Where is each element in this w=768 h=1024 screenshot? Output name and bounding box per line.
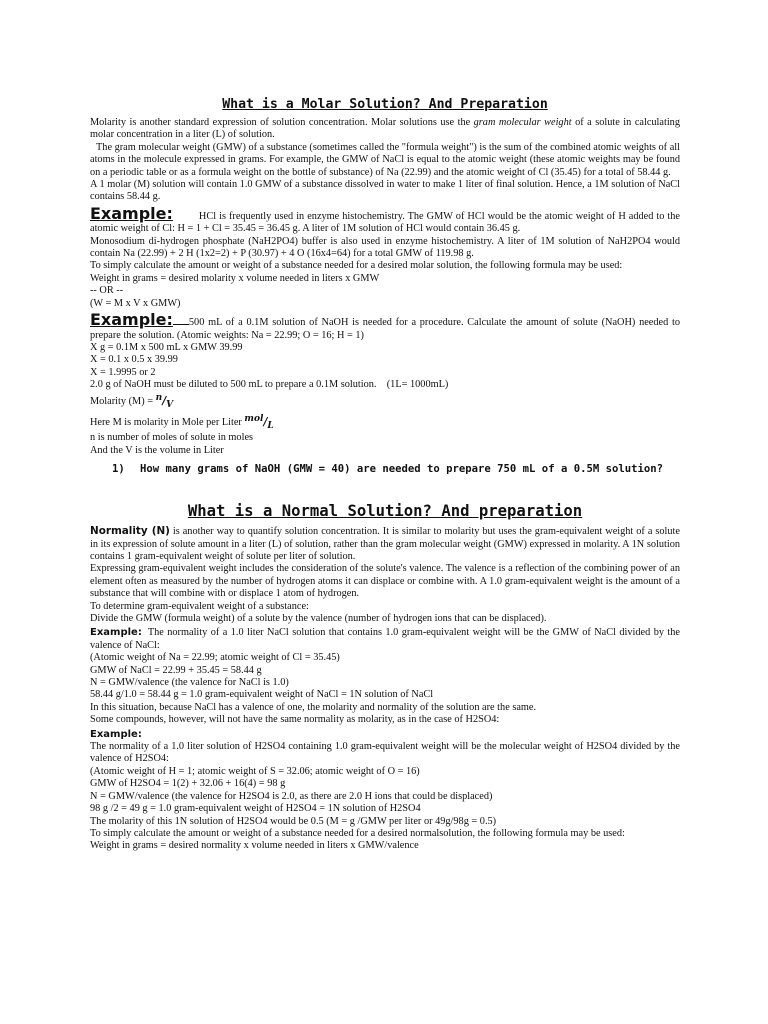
calc-line-1: X g = 0.1M x 500 mL x GMW 39.99 [90,341,243,353]
molarity-formula-line [90,392,680,411]
example-label: Example: [90,203,173,223]
formula-intro-paragraph: To simply calculate the amount or weight of a substance needed for a desired molar solution, the following formula may be used: [90,260,623,272]
question-1 [90,461,680,477]
normality-intro-text: is another way to quantify solution concentration. It is similar to molarity but uses the gram-equivalent weight of a solute in its expression of solute amount in a liter (L) of solution, rather than the gram molecular weight (GMW) expressed in molarity. A 1N solution contains 1 gram-equivalent weight of solute per liter of solution. [90,526,680,562]
molarity-intro-text-a: Molarity is another standard expression of solution concentration. Molar solutions use the [90,117,474,128]
nah2po4-paragraph: Monosodium di-hydrogen phosphate (NaH2PO4) buffer is also used in enzyme histochemistry. A liter of 1M solution of NaH2PO4 would contain Na (22.99) + 2 H (1x2=2) + P (30.97) + 4 O (16x4=64) for a total GMW of 119.98 g. [90,235,680,260]
h2so4-line-1: (Atomic weight of H = 1; atomic weight of S = 32.06; atomic weight of O = 16) [90,765,420,777]
example-hcl-paragraph [90,203,680,236]
calc-line-4: 2.0 g of NaOH must be diluted to 500 mL to prepare a 0.1M solution. (1L= 1000mL) [90,379,449,391]
v-definition-line: And the V is the volume in Liter [90,444,224,456]
calc-line-3: X = 1.9995 or 2 [90,366,156,378]
nacl-line-6: Some compounds, however, will not have the same normality as molarity, as in the case of H2SO4: [90,714,500,726]
molarity-label: Molarity (M) = [90,395,156,407]
nacl-line-1: (Atomic weight of Na = 22.99; atomic weight of Cl = 35.45) [90,652,340,664]
weight-formula-line: Weight in grams = desired molarity x volume needed in liters x GMW [90,272,380,284]
example-hcl-text: HCl is frequently used in enzyme histochemistry. The GMW of HCl would be the atomic weight of H added to the atomic weight of Cl: H = 1 + Cl = 35.45 = 36.45 g. A liter of 1M solution of HCl would contain 36.45 g. [90,210,680,235]
mol-per-l-fraction: $^{mol}/_L$ [244,413,274,431]
example-naoh-paragraph [90,310,680,342]
h2so4-line-3: N = GMW/valence (the valence for H2SO4 is 2.0, as there are 2.0 H ions that could be displaced) [90,790,493,802]
normality-label: Normality (N) [90,525,170,538]
divide-line: Divide the GMW (formula weight) of a solute by the valence (number of hydrogen ions that can be displaced). [90,613,547,624]
molarity-intro-paragraph [90,117,680,142]
wmvgmw-formula-line: (W = M x V x GMW) [90,297,181,309]
example-h2so4-paragraph: The normality of a 1.0 liter solution of H2SO4 containing 1.0 gram-equivalent weight will be the molecular weight of H2SO4 divided by the valence of H2SO4: [90,741,680,765]
example-nacl-paragraph [90,627,680,652]
example-label: Example: [90,310,173,330]
gram-molecular-weight-emphasis: gram molecular weight [473,117,572,128]
gram-equivalent-paragraph: Expressing gram-equivalent weight includes the consideration of the solute's valence. The valence is a reflection of the combining power of an element often as measured by the number of hydrogen atoms it can displace or combine with. A 1.0 gram-equivalent weight is the amount of a substance that will combine with or displace 1 atom of hydrogen. [90,563,680,600]
nacl-line-4: 58.44 g/1.0 = 58.44 g = 1.0 gram-equivalent weight of NaCl = 1N solution of NaCl [90,689,434,701]
nacl-line-5: In this situation, because NaCl has a valence of one, the molarity and normality of the solution are the same. [90,701,537,713]
or-separator: -- OR -- [90,285,124,297]
normality-formula-intro: To simply calculate the amount or weight of a substance needed for a desired normalsolution, the following formula may be used: [90,827,625,839]
document-page [90,92,680,853]
gmw-definition-paragraph: The gram molecular weight (GMW) of a substance (sometimes called the "formula weight") is the sum of the combined atomic weights of all atoms in the molecule expressed in grams. For example, the GMW of NaCl is equal to the atomic weight (these atomic weights may be found on a periodic table or as a formula weight on the bottle of substance) of Na (22.99) and the atomic weight of Cl (35.45) for a total of 58.44 g. [90,141,680,178]
question-number: 1) [112,463,125,476]
n-over-v-fraction: $^n/_V$ [155,392,174,410]
molarity-intro-text-b: of a solute in calculating molar concentration in a liter (L) of solution. [90,117,680,141]
molarity-units-line [90,413,680,432]
here-m-text: Here M is molarity in Mole per Liter [90,416,245,428]
nacl-line-2: GMW of NaCl = 22.99 + 35.45 = 58.44 g [90,664,262,676]
nacl-line-3: N = GMW/valence (the valence for NaCl is 1.0) [90,677,289,689]
question-text: How many grams of NaOH (GMW = 40) are needed to prepare 750 mL of a 0.5M solution? [140,463,663,476]
n-definition-line: n is number of moles of solute in moles [90,432,254,444]
calc-line-2: X = 0.1 x 0.5 x 39.99 [90,354,178,366]
normality-formula-line: Weight in grams = desired normality x volume needed in liters x GMW/valence [90,840,419,852]
h2so4-line-4: 98 g /2 = 49 g = 1.0 gram-equivalent weight of H2SO4 = 1N solution of H2SO4 [90,803,421,815]
example-naoh-text: 500 mL of a 0.1M solution of NaOH is needed for a procedure. Calculate the amount of solute (NaOH) needed to prepare the solution. (Atomic weights: Na = 22.99; O = 16; H = 1) [90,317,680,341]
h2so4-line-5: The molarity of this 1N solution of H2SO4 would be 0.5 (M = g /GMW per liter or 49g/98g = 0.5) [90,815,497,827]
example-label: Example: [90,728,142,740]
one-molar-paragraph: A 1 molar (M) solution will contain 1.0 GMW of a substance dissolved in water to make 1 liter of final solution. Hence, a 1M solution of NaCl contains 58.44 g. [90,179,680,203]
molar-solution-heading: What is a Molar Solution? And Preparation [222,97,548,112]
example-nacl-text: The normality of a 1.0 liter NaCl solution that contains 1.0 gram-equivalent weight will be the GMW of NaCl divided by the valence of NaCl: [90,627,680,651]
determine-line: To determine gram-equivalent weight of a substance: [90,600,309,612]
normality-intro-paragraph [90,525,680,563]
example-h2so4-label-line [90,729,680,741]
example-label: Example: [90,627,142,639]
h2so4-line-2: GMW of H2SO4 = 1(2) + 32.06 + 16(4) = 98 g [90,778,286,790]
normal-solution-heading: What is a Normal Solution? And preparation [187,502,583,521]
